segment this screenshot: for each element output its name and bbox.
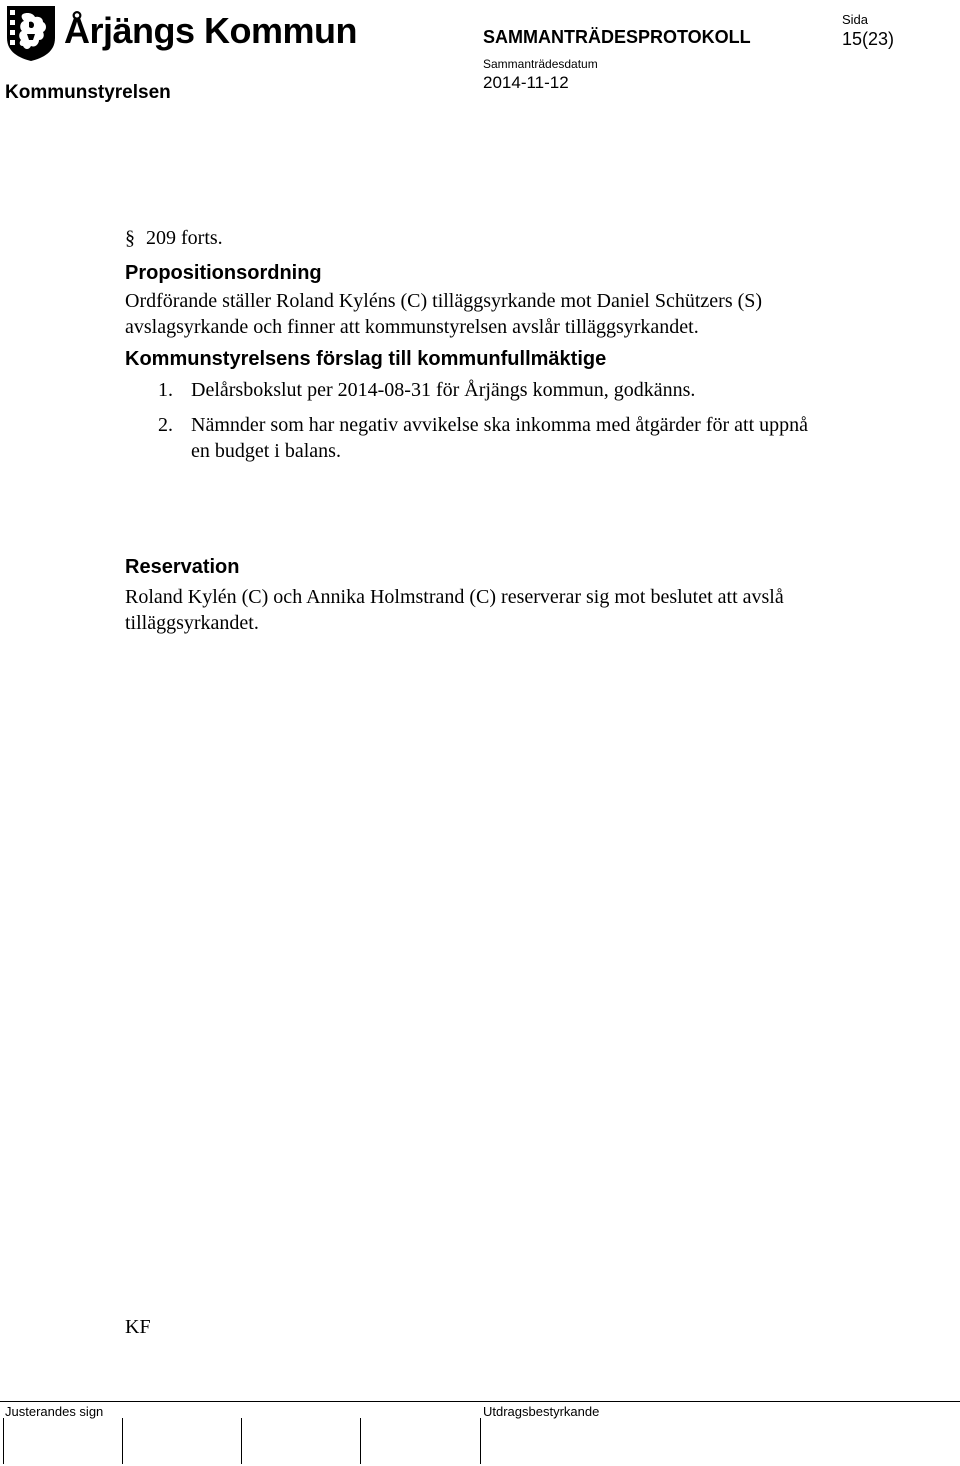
doc-type: SAMMANTRÄDESPROTOKOLL xyxy=(483,27,751,47)
footer-tag: KF xyxy=(125,1316,151,1338)
page-number: 15(23) xyxy=(842,29,895,49)
list-item xyxy=(125,377,825,403)
list-item xyxy=(125,412,825,464)
heading-reservation: Reservation xyxy=(125,556,240,578)
coat-of-arms-icon xyxy=(5,4,57,62)
sign-label: Justerandes sign xyxy=(5,1404,104,1419)
list-item-text: Delårsbokslut per 2014-08-31 för Årjängs kommun, godkänns. xyxy=(191,379,696,401)
sign-box-divider xyxy=(480,1418,481,1464)
reservation-text: Roland Kylén (C) och Annika Holmstrand (C) reserverar sig mot beslutet att avslå tilläggsyrkandet. xyxy=(125,586,784,634)
sign-box-divider xyxy=(241,1418,242,1464)
propositionsordning-text: Ordförande ställer Roland Kyléns (C) tilläggsyrkande mot Daniel Schützers (S) avslagsyrkande och finner att kommunstyrelsen avslår tilläggsyrkandet. xyxy=(125,290,763,338)
heading-propositionsordning: Propositionsordning xyxy=(125,262,322,284)
date-value: 2014-11-12 xyxy=(483,73,569,92)
sign-box-divider xyxy=(122,1418,123,1464)
page-label: Sida xyxy=(842,12,869,27)
section-symbol-icon: § xyxy=(125,227,135,249)
continuation-text: 209 forts. xyxy=(146,227,223,249)
continuation-line xyxy=(125,226,825,250)
extract-label: Utdragsbestyrkande xyxy=(483,1404,600,1419)
sign-box-divider xyxy=(360,1418,361,1464)
forslag-list xyxy=(125,377,825,464)
list-item-number: 1. xyxy=(158,379,173,401)
heading-forslag: Kommunstyrelsens förslag till kommunfullmäktige xyxy=(125,348,607,370)
org-name: Årjängs Kommun xyxy=(64,10,358,51)
main-content xyxy=(125,226,825,636)
date-label: Sammanträdesdatum xyxy=(483,57,598,71)
list-item-text: Nämnder som har negativ avvikelse ska inkomma med åtgärder för att uppnå en budget i balans. xyxy=(191,414,809,462)
footer-divider xyxy=(0,1401,960,1402)
list-item-number: 2. xyxy=(158,414,173,436)
board-name: Kommunstyrelsen xyxy=(5,82,171,103)
sign-box-divider xyxy=(3,1418,4,1464)
